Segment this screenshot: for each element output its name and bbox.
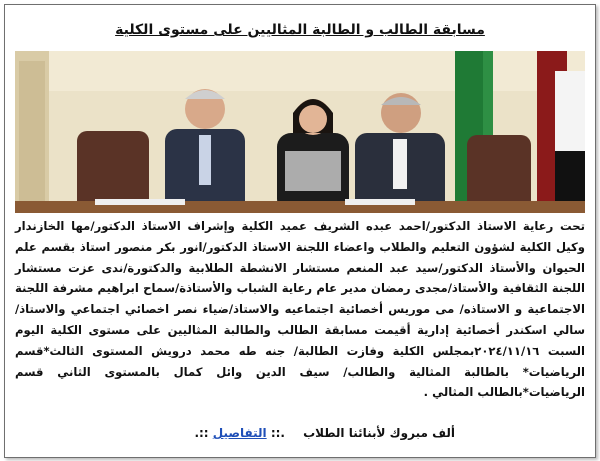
article-footer <box>15 422 585 444</box>
congrats-text: ألف مبروك لأبنائنا الطلاب <box>303 426 455 440</box>
meeting-photo-illustration <box>15 51 585 213</box>
details-link[interactable]: التفاصيل <box>212 426 267 440</box>
article-body: تحت رعاية الاستاذ الدكتور/احمد عبده الشريف عميد الكلية وإشراف الاستاذ الدكتور/مها الخازندار وكيل الكلية لشؤون التعليم والطلاب واعضاء اللجنة الاستاذ الدكتور/انور بكر منصور استاذ بقسم علم الحيوان والأستاذ الدكتور/سيد عبد المنعم مستشار الانشطة الطلابية والدكتورة/ندى عزت مستشار اللجنة الثقافية والأستاذ/مجدى رمضان مدير عام رعاية الشباب والأستاذة/سماح ابراهيم مشرفة اللجنة الاجتماعية و الاستاذه/ مى موريس أخصائية اجتماعيه والاستاذ/ضياء نصر اخصائي اجتماعي والاستاذ/سالي اسكندر أخصائية إدارية أقيمت مسابقة الطالب والطالبة المثاليين على مستوى الكلية اليوم السبت ٢٠٢٤/١١/١٦بمجلس الكلية وفازت الطالبة/ جنه طه محمد درويش المستوى الثالث*قسم الرياضيات* بالطالبة المثالية والطالب/ سيف الدين وائل كمال بالمستوى الثاني قسم الرياضيات*بالطالب المثالي . <box>15 219 585 400</box>
page-title: مسابقة الطالب و الطالبة المثاليين على مستوى الكلية <box>115 22 485 38</box>
details-link-wrapper <box>194 426 285 440</box>
meeting-photo <box>15 51 585 213</box>
details-prefix: .:: <box>266 426 285 440</box>
details-suffix: ::. <box>194 426 213 440</box>
